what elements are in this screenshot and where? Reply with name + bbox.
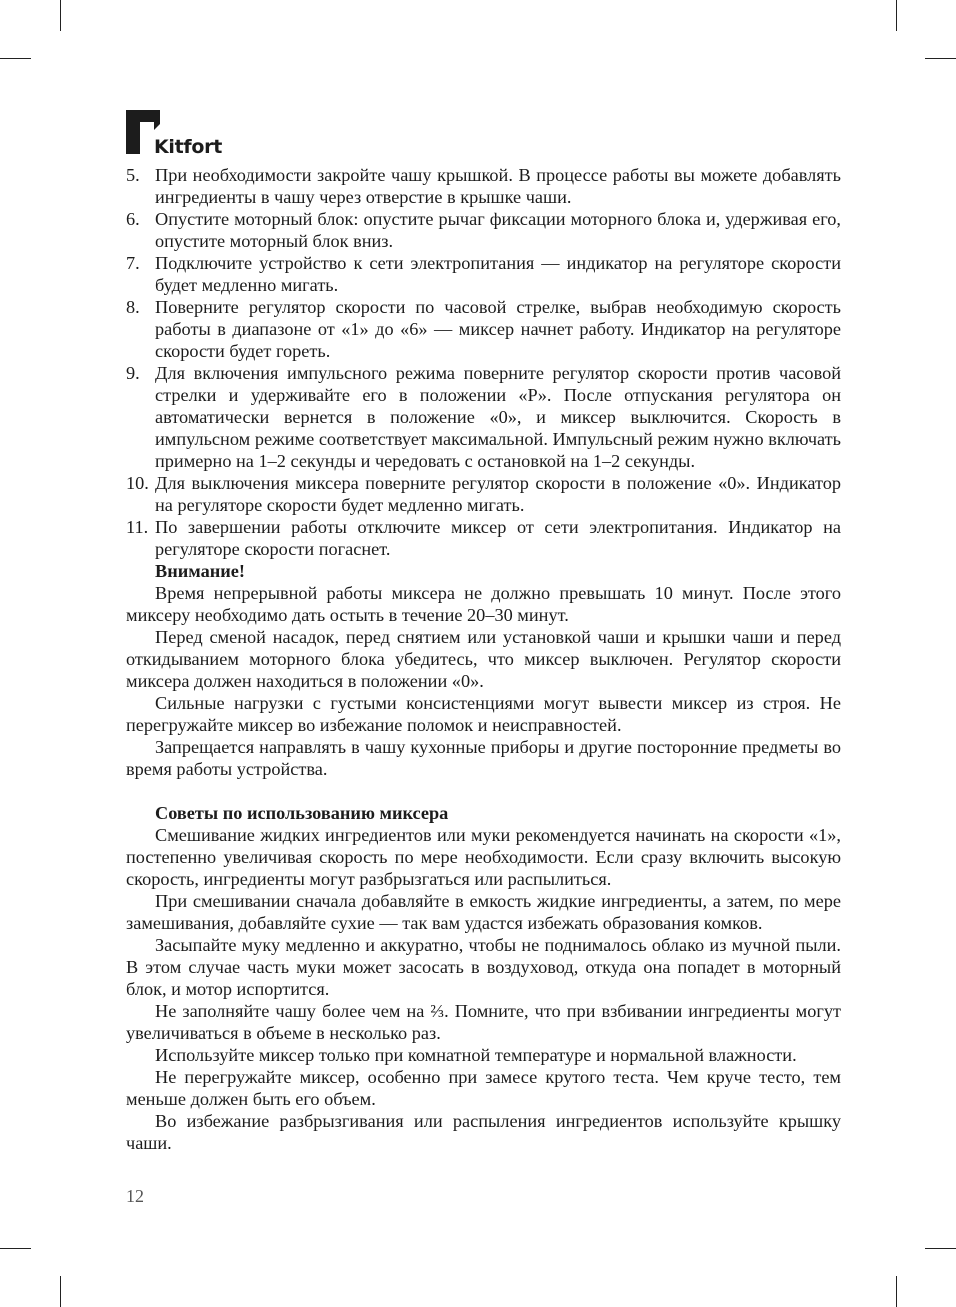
- paragraph: Перед сменой насадок, перед снятием или установкой чаши и крышки чаши и перед откидыванием моторного блока убедитесь, что миксер выключен. Регулятор скорости миксера должен находиться в положении «0».: [126, 627, 841, 691]
- list-item: [126, 164, 841, 208]
- crop-mark-bottom-right: [896, 1276, 897, 1307]
- paragraph: Засыпайте муку медленно и аккуратно, чтобы не поднималось облако из мучной пыли. В этом случае часть муки может засосать в воздуховод, откуда она попадет в моторный блок, и мотор испортится.: [126, 935, 841, 999]
- brand-logo: [126, 110, 266, 160]
- paragraph: Не заполняйте чашу более чем на ⅔. Помните, что при взбивании ингредиенты могут увеличиваться в объеме в несколько раз.: [126, 1001, 841, 1043]
- crop-mark-top-right: [896, 0, 897, 31]
- paragraph: При смешивании сначала добавляйте в емкость жидкие ингредиенты, а затем, по мере замешивания, добавляйте сухие — так вам удастся избежать образования комков.: [126, 891, 841, 933]
- warning-body: [126, 582, 841, 780]
- list-item-text: Для выключения миксера поверните регулятор скорости в положение «0». Индикатор на регуляторе скорости будет медленно мигать.: [155, 473, 841, 515]
- crop-mark-right-bottom: [925, 1248, 956, 1249]
- list-item: [126, 362, 841, 472]
- tips-title: Советы по использованию миксера: [155, 803, 449, 823]
- paragraph: Запрещается направлять в чашу кухонные приборы и другие посторонние предметы во время работы устройства.: [126, 737, 841, 779]
- crop-mark-left-bottom: [0, 1248, 31, 1249]
- paragraph: Сильные нагрузки с густыми консистенциями могут вывести миксер из строя. Не перегружайте миксер во избежание поломок и неисправностей.: [126, 693, 841, 735]
- list-item-number: 6.: [126, 209, 140, 229]
- list-item-text: Поверните регулятор скорости по часовой стрелке, выбрав необходимую скорость работы в диапазоне от «1» до «6» — миксер начнет работу. Индикатор на регуляторе скорости будет гореть.: [155, 297, 841, 361]
- list-item: [126, 516, 841, 560]
- list-item-number: 11.: [126, 517, 149, 537]
- crop-mark-bottom-left: [60, 1276, 61, 1307]
- list-item-text: Подключите устройство к сети электропитания — индикатор на регуляторе скорости будет медленно мигать.: [155, 253, 841, 295]
- crop-mark-right-top: [925, 58, 956, 59]
- list-item-text: Для включения импульсного режима поверните регулятор скорости против часовой стрелки и удерживайте его в положении «P». После отпускания регулятора он автоматически вернется в положение «0», и миксер выключится. Скорость в импульсном режиме соответствует максимальной. Импульсный режим нужно включать примерно на 1–2 секунды и чередовать с остановкой на 1–2 секунды.: [155, 363, 841, 471]
- list-item-number: 7.: [126, 253, 140, 273]
- list-item-number: 5.: [126, 165, 140, 185]
- list-item: [126, 472, 841, 516]
- paragraph: Во избежание разбрызгивания или распыления ингредиентов используйте крышку чаши.: [126, 1111, 841, 1153]
- crop-mark-left-top: [0, 58, 31, 59]
- paragraph: Не перегружайте миксер, особенно при замесе крутого теста. Чем круче тесто, тем меньше должен быть его объем.: [126, 1067, 841, 1109]
- warning-title: Внимание!: [155, 561, 245, 581]
- list-item-number: 8.: [126, 297, 140, 317]
- page-content: [126, 164, 841, 1154]
- page-number: 12: [126, 1186, 144, 1206]
- steps-list: [126, 164, 841, 560]
- list-item: [126, 252, 841, 296]
- list-item-text: По завершении работы отключите миксер от сети электропитания. Индикатор на регуляторе скорости погаснет.: [155, 517, 841, 559]
- crop-mark-top-left: [60, 0, 61, 31]
- list-item-text: При необходимости закройте чашу крышкой. В процессе работы вы можете добавлять ингредиенты в чашу через отверстие в крышке чаши.: [155, 165, 841, 207]
- list-item: [126, 208, 841, 252]
- paragraph: Смешивание жидких ингредиентов или муки рекомендуется начинать на скорости «1», постепенно увеличивая скорость по мере необходимости. Если сразу включить высокую скорость, ингредиенты могут разбрызгаться или распылиться.: [126, 825, 841, 889]
- list-item-number: 9.: [126, 363, 140, 383]
- tips-body: [126, 824, 841, 1154]
- list-item-number: 10.: [126, 473, 149, 493]
- brand-name: Kitfort: [154, 136, 222, 158]
- list-item-text: Опустите моторный блок: опустите рычаг фиксации моторного блока и, удерживая его, опустите моторный блок вниз.: [155, 209, 841, 251]
- paragraph: Используйте миксер только при комнатной температуре и нормальной влажности.: [155, 1045, 797, 1065]
- paragraph: Время непрерывной работы миксера не должно превышать 10 минут. После этого миксеру необходимо дать остыть в течение 20–30 минут.: [126, 583, 841, 625]
- list-item: [126, 296, 841, 362]
